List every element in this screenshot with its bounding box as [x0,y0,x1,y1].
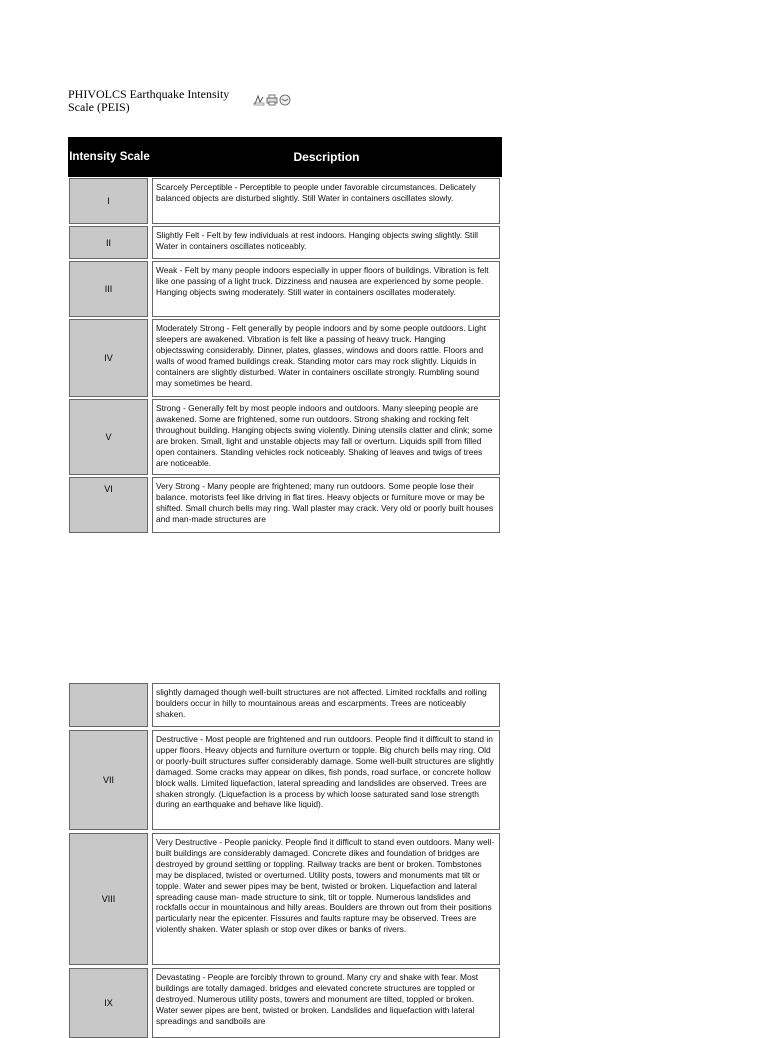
email-icon[interactable] [279,93,291,105]
intensity-description: Scarcely Perceptible - Perceptible to people under favorable circumstances. Delicately balanced objects are disturbed slightly. Still Water in containers oscillates slowly. [152,178,500,224]
intensity-description: Very Strong - Many people are frightened; many run outdoors. Some people lose their balance. motorists feel like driving in flat tires. Heavy objects or furniture move or may be shifted. Small church bells may ring. Wall plaster may crack. Very old or poorly built houses and man-made structures are [152,477,500,533]
pdf-icon[interactable] [253,93,265,105]
intensity-table [68,137,502,535]
page-title: PHIVOLCS Earthquake Intensity Scale (PEIS) [68,87,230,114]
intensity-description: Destructive - Most people are frightened and run outdoors. People find it difficult to stand in upper floors. Heavy objects and furniture overturn or topple. Big church bells may ring. Old or poorly-built structures suffer considerably damage. Some well-built structures are slightly damaged. Some cracks may appear on dikes, fish ponds, road surface, or concrete hollow block walls. Limited liquefaction, lateral spreading and landslides are observed. Trees are shaken strongly. (Liquefaction is a process by which loose saturated sand lose strength during an earthquake and behave like liquid). [152,730,500,830]
intensity-description: Very Destructive - People panicky. People find it difficult to stand even outdoors. Many well-built buildings are considerably damaged. Concrete dikes and foundation of bridges are destroyed by ground settling or toppling. Railway tracks are bent or broken. Tombstones may be displaced, twisted or overturned. Utility posts, towers and monuments mat tilt or topple. Water and sewer pipes may be bent, twisted or broken. Liquefaction and lateral spreading cause man- made structure to sink, tilt or topple. Numerous landslides and rockfalls occur in mountainous and hilly areas. Boulders are thrown out from their positions particularly near the epicenter. Fissures and faults rapture may be observed. Trees are violently shaken. Water splash or stop over dikes or banks of rivers. [152,833,500,965]
print-icon[interactable] [266,93,278,105]
intensity-description: Devastating - People are forcibly thrown to ground. Many cry and shake with fear. Most buildings are totally damaged. bridges and elevated concrete structures are toppled or destroyed. Numerous utility posts, towers and monument are tilted, toppled or broken. Water sewer pipes are bent, twisted or broken. Landslides and liquefaction with lateral spreadings and sandboils are [152,968,500,1038]
intensity-table-continued [68,681,502,1024]
intensity-level: VIII [69,833,148,965]
toolbar-icons [253,93,291,105]
intensity-level: V [69,399,148,475]
intensity-level [69,683,148,727]
intensity-description: Weak - Felt by many people indoors especially in upper floors of buildings. Vibration is felt like one passing of a light truck. Dizziness and nausea are experienced by some people. Hanging objects swing moderately. Still water in containers oscillates moderately. [152,261,500,317]
intensity-level: IX [69,968,148,1038]
intensity-level: I [69,178,148,224]
intensity-level: VI [69,477,148,533]
intensity-level: VII [69,730,148,830]
table-header [68,137,502,177]
intensity-level: III [69,261,148,317]
intensity-description: slightly damaged though well-built structures are not affected. Limited rockfalls and rolling boulders occur in hilly to mountainous areas and escarpments. Trees are noticeably shaken. [152,683,500,727]
intensity-level: IV [69,319,148,397]
intensity-description: Strong - Generally felt by most people indoors and outdoors. Many sleeping people are awakened. Some are frightened, some run outdoors. Strong shaking and rocking felt throughout building. Hanging objects swing violently. Dining utensils clatter and clink; some are broken. Small, light and unstable objects may fall or overturn. Liquids spill from filled open containers. Standing vehicles rock noticeably. Shaking of leaves and twigs of trees are noticeable. [152,399,500,475]
header-intensity-scale: Intensity Scale [69,151,150,163]
intensity-level: II [69,226,148,259]
intensity-description: Slightly Felt - Felt by few individuals at rest indoors. Hanging objects swing slightly. Still Water in containers oscillates noticeably. [152,226,500,259]
intensity-description: Moderately Strong - Felt generally by people indoors and by some people outdoors. Light sleepers are awakened. Vibration is felt like a passing of heavy truck. Hanging objectsswing considerably. Dinner, plates, glasses, windows and doors rattle. Floors and walls of wood framed buildings creak. Standing motor cars may rock slightly. Liquids in containers are slightly disturbed. Water in containers oscillate strongly. Rumbling sound may sometimes be heard. [152,319,500,397]
header-description: Description [293,150,360,164]
